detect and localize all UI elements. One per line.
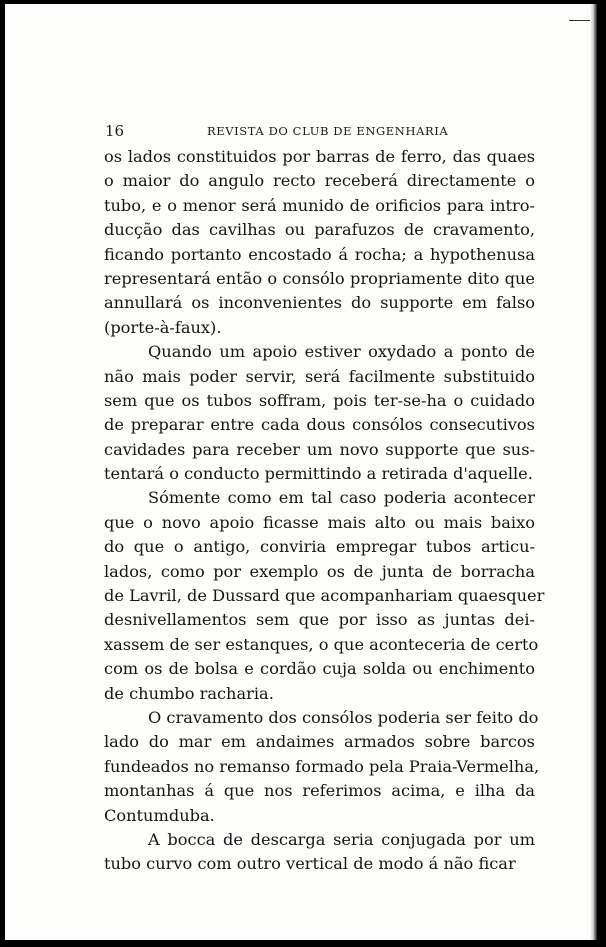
text-line: do que o antigo, conviria empregar tubos articu- [104,537,535,557]
paragraph [104,706,540,828]
document-page [5,4,597,940]
running-title: REVISTA DO CLUB DE ENGENHARIA [207,124,449,138]
scan-corner-mark [569,20,591,21]
text-line: de Lavril, de Dussard que acompanhariam quaesquer [104,586,545,606]
text-line: de chumbo racharia. [104,683,274,703]
text-line: de preparar entre cada dous consólos consecutivos [104,415,535,435]
text-line: (porte-à-faux). [104,317,222,337]
text-line: representará então o consólo propriamente dito que [104,268,535,288]
text-line: xassem de ser estanques, o que aconteceria de certo [104,634,539,654]
text-line: não mais poder servir, será facilmente substituido [104,366,535,386]
paragraph [104,828,535,877]
page-header [105,122,535,142]
text-line: tentará o conducto permittindo a retirada d'aquelle. [104,464,533,484]
text-line: Quando um apoio estiver oxydado a ponto de [148,342,535,362]
text-line: Contumduba. [104,805,215,825]
text-line: ficando portanto encostado á rocha; a hypothenusa [104,244,535,264]
text-line: tubo, e o menor será munido de orificios para intro- [104,195,535,215]
body-text [104,145,545,877]
page-number: 16 [105,122,125,140]
text-line: O cravamento dos consólos poderia ser feito do [148,707,539,727]
text-line: lados, como por exemplo os de junta de borracha [104,561,535,581]
text-line: Sómente como em tal caso poderia acontecer [148,488,535,508]
text-line: montanhas á que nos referimos acima, e ilha da [104,781,535,801]
text-line: desnivellamentos sem que por isso as juntas dei- [104,610,535,630]
text-line: com os de bolsa e cordão cuja solda ou enchimento [104,659,535,679]
text-line: fundeados no remanso formado pela Praia-Vermelha, [104,756,540,776]
paragraph [104,340,535,486]
scan-edge-shadow [590,4,597,940]
text-line: sem que os tubos soffram, pois ter-se-ha o cuidado [104,390,535,410]
text-line: cavidades para receber um novo supporte que sus- [104,439,535,459]
text-line: o maior do angulo recto receberá directamente o [104,171,535,191]
text-line: annullará os inconvenientes do supporte em falso [104,293,535,313]
text-line: lado do mar em andaimes armados sobre barcos [104,732,535,752]
paragraph [104,145,535,340]
paragraph [104,486,545,706]
text-line: ducção das cavilhas ou parafuzos de cravamento, [104,220,535,240]
text-line: que o novo apoio ficasse mais alto ou mais baixo [104,512,535,532]
text-line: A bocca de descarga seria conjugada por um [148,829,535,849]
text-line: os lados constituidos por barras de ferro, das quaes [104,147,535,166]
text-line: tubo curvo com outro vertical de modo á não ficar [104,854,516,874]
